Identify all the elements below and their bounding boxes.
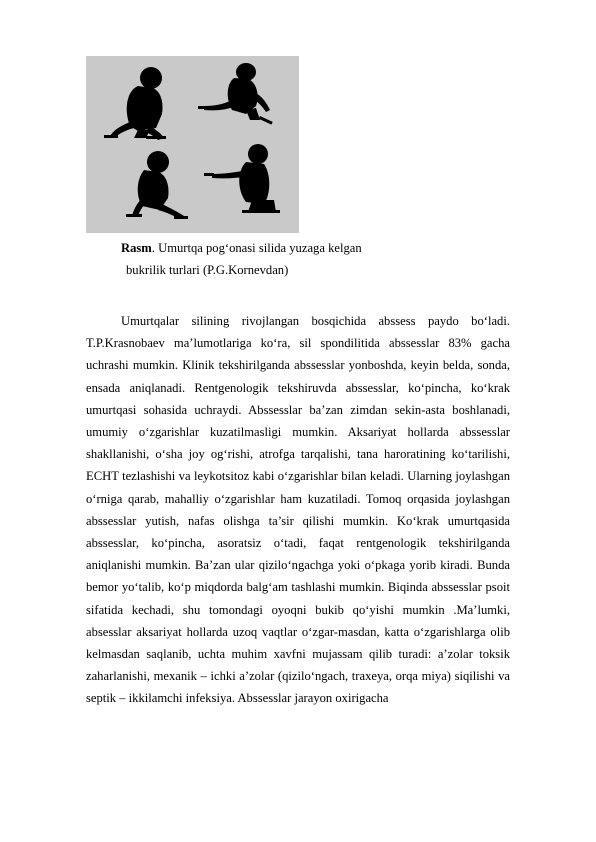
figure-caption-line2: bukrilik turlari (P.G.Kornevdan) [126,263,289,277]
hunchback-silhouettes-illustration [86,56,299,233]
figure-image [86,56,299,233]
caption-label: Rasm [121,241,152,255]
paragraph: Umurtqalar silining rivojlangan bosqichida abssess paydo bo‘ladi. T.P.Krasnobaev ma’lumotlariga ko‘ra, sil spondilitida abssesslar 83% gacha uchrashi mumkin. Klinik tekshirilganda abssesslar yonboshda, keyin belda, sonda, ensada aniqlanadi. Rentgenologik tekshiruvda abssesslar, ko‘pincha, ko‘krak umurtqasi sohasida uchraydi. Abssesslar ba’zan zimdan sekin-asta boshlanadi, umumiy o‘zgarishlar kuzatilmasligi mumkin. Aksariyat hollarda abssesslar shakllanishi, o‘sha joy og‘rishi, atrofga tarqalishi, tana haroratining ko‘tarilishi, ECHT tezlashishi va leykotsitoz kabi o‘zgarishlar bilan keladi. Ularning joylashgan o‘rniga qarab, mahalliy o‘zgarishlar ham kuzatiladi. Tomoq orqasida joylashgan abssesslar yutish, nafas olishga ta’sir qilishi mumkin. Ko‘krak umurtqasida abssesslar, ko‘pincha, asoratsiz o‘tadi, faqat rentgenologik tekshirilganda aniqlanishi mumkin. Ba’zan ular qizilo‘ngachga yoki o‘pkaga yorib kiradi. Bunda bemor yo‘talib, ko‘p miqdorda balg‘am tashlashi mumkin. Biqinda abssesslar psoit sifatida kechadi, shu tomondagi oyoqni bukib qo‘yishi mumkin .Ma’lumki, absesslar aksariyat hollarda uzoq vaqtlar o‘zgar-masdan, katta o‘zgarishlarga olib kelmasdan saqlanib, uchta muhim xavfni mujassam qilib turadi: a’zolar toksik zaharlanishi, mexanik – ichki a’zolar (qizilo‘ngach, traxeya, orqa miya) siqilishi va septik – ikkilamchi infeksiya. Abssesslar jarayon oxirigacha [86,314,510,706]
body-text [86,310,510,710]
figure-caption-line1 [121,240,362,256]
caption-text: . Umurtqa pog‘onasi silida yuzaga kelgan [151,241,362,255]
